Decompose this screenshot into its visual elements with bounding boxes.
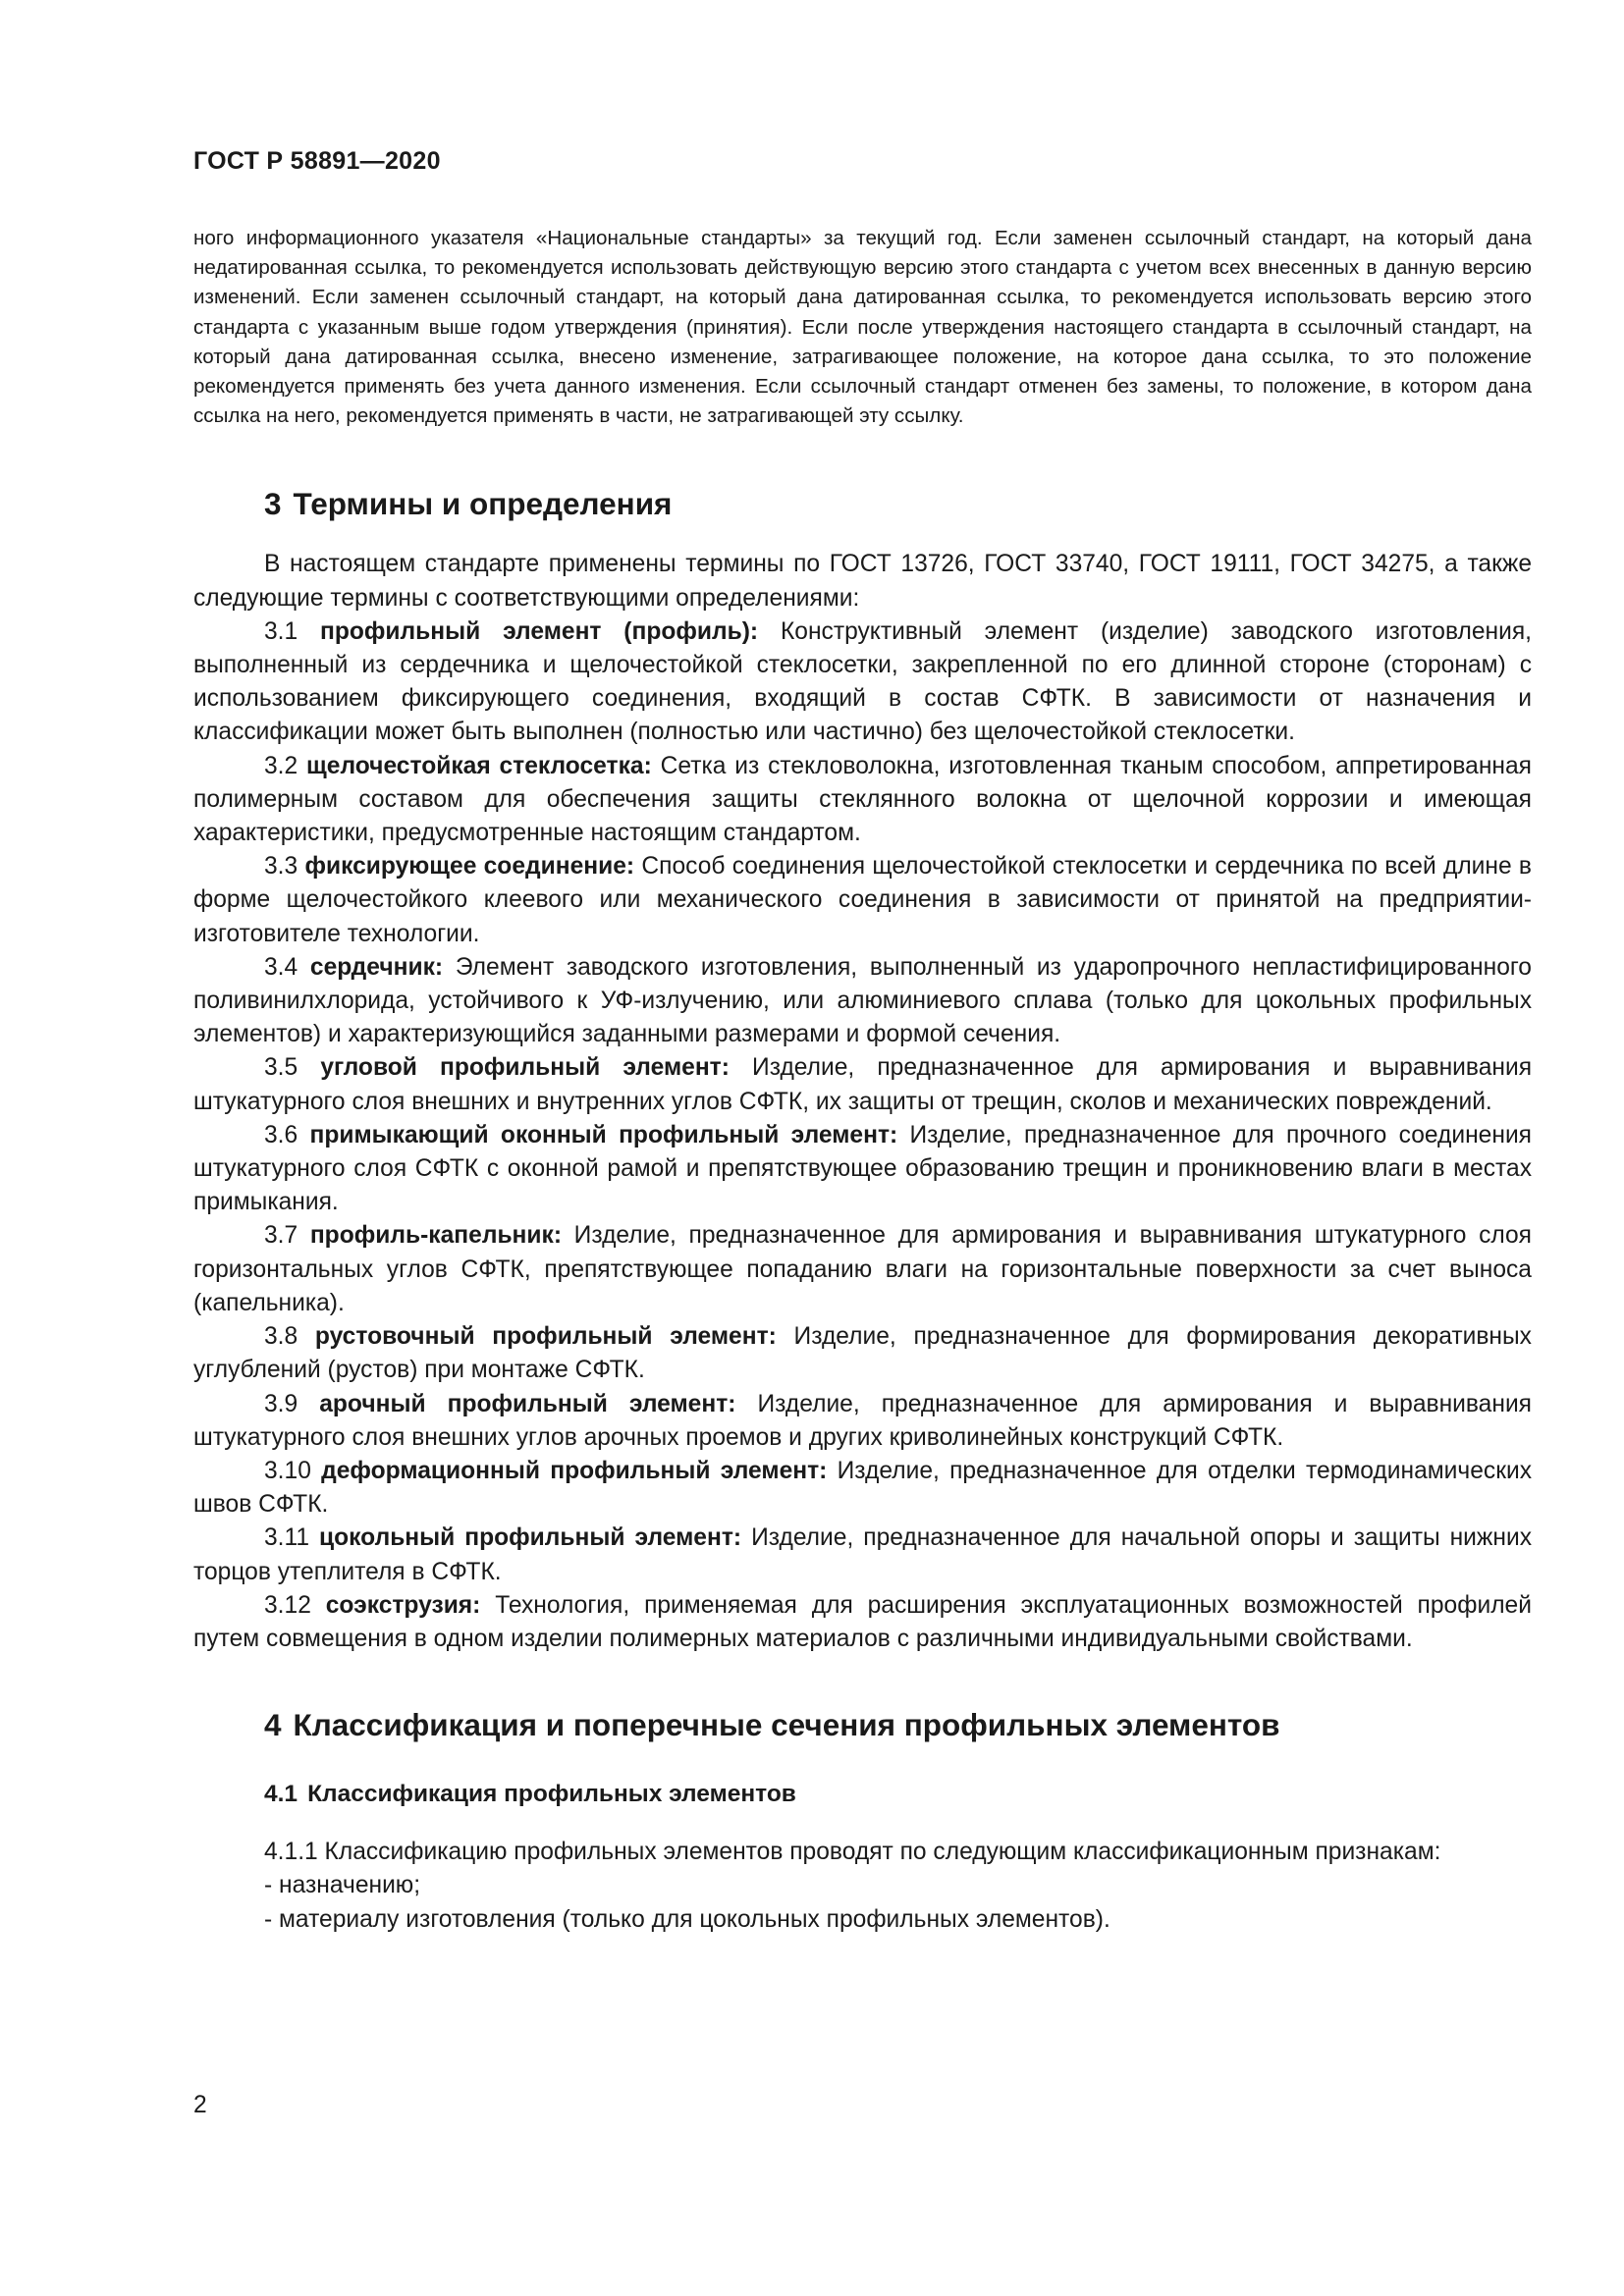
term-number: 3.10 bbox=[264, 1457, 311, 1484]
term-definition: Изделие, предназначенное для армирования и выравнивания штукатурного слоя внешних углов арочных проемов и других криволинейных конструкций СФТК. bbox=[193, 1390, 1533, 1451]
term-definition: Технология, применяемая для расширения эксплуатационных возможностей профилей путем совмещения в одном изделии полимерных материалов с различными индивидуальными свойствами. bbox=[193, 1591, 1532, 1652]
clause-4-1-1: 4.1.1 Классификацию профильных элементов проводят по следующим классификационным признакам: bbox=[264, 1839, 1441, 1866]
section-3-intro: В настоящем стандарте применены термины по ГОСТ 13726, ГОСТ 33740, ГОСТ 19111, ГОСТ 34275, а также следующие термины с соответствующими определениями: bbox=[193, 551, 1532, 612]
term-name: угловой профильный элемент: bbox=[320, 1054, 730, 1082]
section-3-body bbox=[193, 548, 1532, 1656]
term-definition: Конструктивный элемент (изделие) заводского изготовления, выполненный из сердечника и щелочестойкой стеклосетки, закрепленной по его длинной стороне (сторонам) с использованием фиксирующего соединения, входящий в состав СФТК. В зависимости от назначения и классификации может быть выполнен (полностью или частично) без щелочестойкой стеклосетки. bbox=[193, 617, 1532, 746]
section-3-number: 3 bbox=[264, 486, 282, 522]
term-3-2 bbox=[193, 750, 1532, 851]
term-name: рустовочный профильный элемент: bbox=[314, 1323, 777, 1351]
term-definition: Изделие, предназначенное для прочного соединения штукатурного слоя СФТК с оконной рамой и препятствующее образованию трещин и проникновению влаги в местах примыкания. bbox=[193, 1121, 1532, 1216]
term-definition: Элемент заводского изготовления, выполненный из ударопрочного непластифицированного поливинилхлорида, устойчивого к УФ-излучению, или алюминиевого сплава (только для цокольных профильных элементов) и характеризующийся заданными размерами и формой сечения. bbox=[193, 953, 1532, 1048]
section-3-title: Термины и определения bbox=[293, 486, 673, 522]
term-name: профиль-капельник: bbox=[309, 1222, 563, 1250]
subsection-4-1-heading bbox=[193, 1781, 1532, 1808]
term-name: сердечник: bbox=[309, 953, 444, 981]
term-3-3 bbox=[193, 850, 1532, 951]
section-4-heading bbox=[193, 1707, 1532, 1743]
term-name: арочный профильный элемент: bbox=[319, 1390, 736, 1417]
term-number: 3.7 bbox=[264, 1222, 298, 1250]
section-4-title: Классификация и поперечные сечения профильных элементов bbox=[293, 1707, 1280, 1743]
term-definition: Изделие, предназначенное для армирования и выравнивания штукатурного слоя горизонтальных углов СФТК, препятствующее попаданию влаги на горизонтальные поверхности за счет выноса (капельника). bbox=[193, 1222, 1532, 1316]
subsection-4-1-title: Классификация профильных элементов bbox=[307, 1781, 796, 1808]
term-number: 3.3 bbox=[264, 853, 298, 881]
term-number: 3.4 bbox=[264, 953, 298, 981]
term-name: щелочестойкая стеклосетка: bbox=[306, 752, 652, 779]
list-item: - назначению; bbox=[264, 1872, 421, 1899]
page-content bbox=[193, 224, 1532, 1937]
document-header: ГОСТ Р 58891—2020 bbox=[193, 147, 441, 175]
term-definition: Изделие, предназначенное для формирования декоративных углублений (рустов) при монтаже СФТК. bbox=[193, 1323, 1532, 1384]
term-3-4 bbox=[193, 951, 1532, 1052]
term-3-12 bbox=[193, 1589, 1532, 1656]
term-name: цокольный профильный элемент: bbox=[319, 1524, 742, 1552]
term-name: фиксирующее соединение: bbox=[304, 853, 635, 881]
term-3-1 bbox=[193, 615, 1532, 750]
term-number: 3.9 bbox=[264, 1390, 298, 1417]
term-3-6 bbox=[193, 1119, 1532, 1220]
subsection-4-1-number: 4.1 bbox=[264, 1781, 298, 1808]
term-3-8 bbox=[193, 1320, 1532, 1387]
term-3-11 bbox=[193, 1522, 1532, 1588]
section-3-heading bbox=[193, 486, 1532, 522]
intro-paragraph: ного информационного указателя «Национальные стандарты» за текущий год. Если заменен ссылочный стандарт, на который дана недатированная ссылка, то рекомендуется использовать действующую версию этого стандарта с учетом всех внесенных в данную версию изменений. Если заменен ссылочный стандарт, на который дана датированная ссылка, то рекомендуется использовать версию этого стандарта с указанным выше годом утверждения (принятия). Если после утверждения настоящего стандарта в ссылочный стандарт, на который дана датированная ссылка, внесено изменение, затрагивающее положение, на которое дана ссылка, то это положение рекомендуется применять без учета данного изменения. Если ссылочный стандарт отменен без замены, то положение, в котором дана ссылка на него, рекомендуется применять в части, не затрагивающей эту ссылку. bbox=[193, 227, 1532, 428]
intro-block bbox=[193, 224, 1532, 431]
term-definition: Способ соединения щелочестойкой стеклосетки и сердечника по всей длине в форме щелочестойкого клеевого или механического соединения в зависимости от принятой на предприятии-изготовителе технологии. bbox=[193, 853, 1532, 947]
term-definition: Изделие, предназначенное для армирования и выравнивания штукатурного слоя внешних и внутренних углов СФТК, их защиты от трещин, сколов и механических повреждений. bbox=[193, 1054, 1533, 1115]
term-definition: Изделие, предназначенное для начальной опоры и защиты нижних торцов утеплителя в СФТК. bbox=[193, 1524, 1532, 1585]
term-name: примыкающий оконный профильный элемент: bbox=[309, 1121, 898, 1148]
term-number: 3.2 bbox=[264, 752, 298, 779]
term-number: 3.5 bbox=[264, 1054, 298, 1082]
term-3-5 bbox=[193, 1051, 1532, 1118]
term-3-7 bbox=[193, 1219, 1532, 1320]
term-number: 3.8 bbox=[264, 1323, 298, 1351]
section-4-number: 4 bbox=[264, 1707, 282, 1743]
term-name: деформационный профильный элемент: bbox=[321, 1457, 828, 1484]
term-number: 3.6 bbox=[264, 1121, 298, 1148]
term-3-9 bbox=[193, 1388, 1532, 1455]
term-number: 3.1 bbox=[264, 617, 298, 645]
term-number: 3.11 bbox=[264, 1524, 310, 1552]
subsection-4-1-body bbox=[193, 1836, 1532, 1937]
page-number: 2 bbox=[193, 2092, 207, 2118]
term-definition: Сетка из стекловолокна, изготовленная тканым способом, аппретированная полимерным составом для обеспечения защиты стеклянного волокна от щелочной коррозии и имеющая характеристики, предусмотренные настоящим стандартом. bbox=[193, 752, 1532, 847]
list-item: - материалу изготовления (только для цокольных профильных элементов). bbox=[264, 1905, 1110, 1933]
term-3-10 bbox=[193, 1455, 1532, 1522]
term-definition: Изделие, предназначенное для отделки термодинамических швов СФТК. bbox=[193, 1457, 1532, 1519]
term-number: 3.12 bbox=[264, 1591, 311, 1619]
term-name: соэкструзия: bbox=[325, 1591, 481, 1619]
term-name: профильный элемент (профиль): bbox=[320, 617, 759, 645]
